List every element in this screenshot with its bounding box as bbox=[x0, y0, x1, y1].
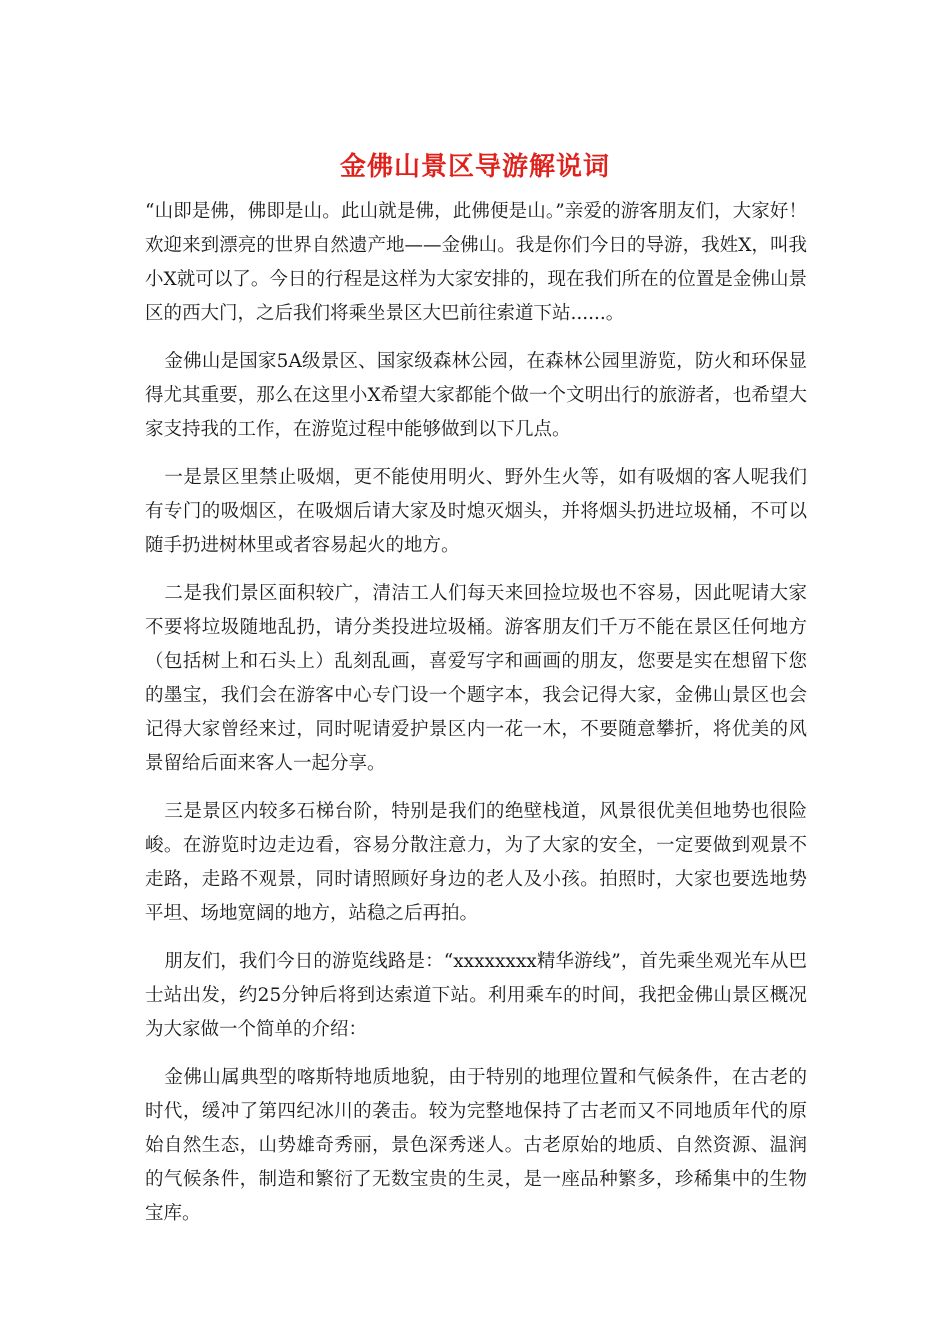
paragraph-safety: 三是景区内较多石梯台阶，特别是我们的绝壁栈道，风景很优美但地势也很险峻。在游览时边走边看，容易分散注意力，为了大家的安全，一定要做到观景不走路，走路不观景，同时请照顾好身边的老人及小孩。拍照时，大家也要选地势平坦、场地宽阔的地方，站稳之后再拍。 bbox=[145, 801, 807, 924]
paragraph-no-smoking: 一是景区里禁止吸烟，更不能使用明火、野外生火等，如有吸烟的客人呢我们有专门的吸烟区，在吸烟后请大家及时熄灭烟头，并将烟头扔进垃圾桶，不可以随手扔进树林里或者容易起火的地方。 bbox=[145, 467, 807, 556]
paragraph-no-litter: 二是我们景区面积较广，清洁工人们每天来回捡垃圾也不容易，因此呢请大家不要将垃圾随地乱扔，请分类投进垃圾桶。游客朋友们千万不能在景区任何地方（包括树上和石头上）乱刻乱画，喜爱写字和画画的朋友，您要是实在想留下您的墨宝，我们会在游客中心专门设一个题字本，我会记得大家，金佛山景区也会记得大家曾经来过，同时呢请爱护景区内一花一木，不要随意攀折，将优美的风景留给后面来客人一起分享。 bbox=[145, 583, 807, 774]
paragraph-intro: “山即是佛，佛即是山。此山就是佛，此佛便是山。”亲爱的游客朋友们，大家好！欢迎来到漂亮的世界自然遗产地——金佛山。我是你们今日的导游，我姓X，叫我小X就可以了。今日的行程是这样为大家安排的，现在我们所在的位置是金佛山景区的西大门，之后我们将乘坐景区大巴前往索道下站......。 bbox=[145, 201, 807, 324]
document-title: 金佛山景区导游解说词 bbox=[339, 152, 610, 182]
document-body bbox=[145, 195, 807, 1245]
paragraph-geology: 金佛山属典型的喀斯特地质地貌，由于特别的地理位置和气候条件，在古老的时代，缓冲了第四纪冰川的袭击。较为完整地保持了古老而又不同地质年代的原始自然生态，山势雄奇秀丽，景色深秀迷人。古老原始的地质、自然资源、温润的气候条件，制造和繁衍了无数宝贵的生灵，是一座品种繁多，珍稀集中的生物宝库。 bbox=[145, 1067, 807, 1224]
paragraph-park-rules: 金佛山是国家5A级景区、国家级森林公园，在森林公园里游览，防火和环保显得尤其重要，那么在这里小X希望大家都能个做一个文明出行的旅游者，也希望大家支持我的工作，在游览过程中能够做到以下几点。 bbox=[145, 351, 807, 440]
paragraph-route: 朋友们，我们今日的游览线路是：“xxxxxxxx精华游线”，首先乘坐观光车从巴士站出发，约25分钟后将到达索道下站。利用乘车的时间，我把金佛山景区概况为大家做一个简单的介绍： bbox=[145, 951, 807, 1040]
